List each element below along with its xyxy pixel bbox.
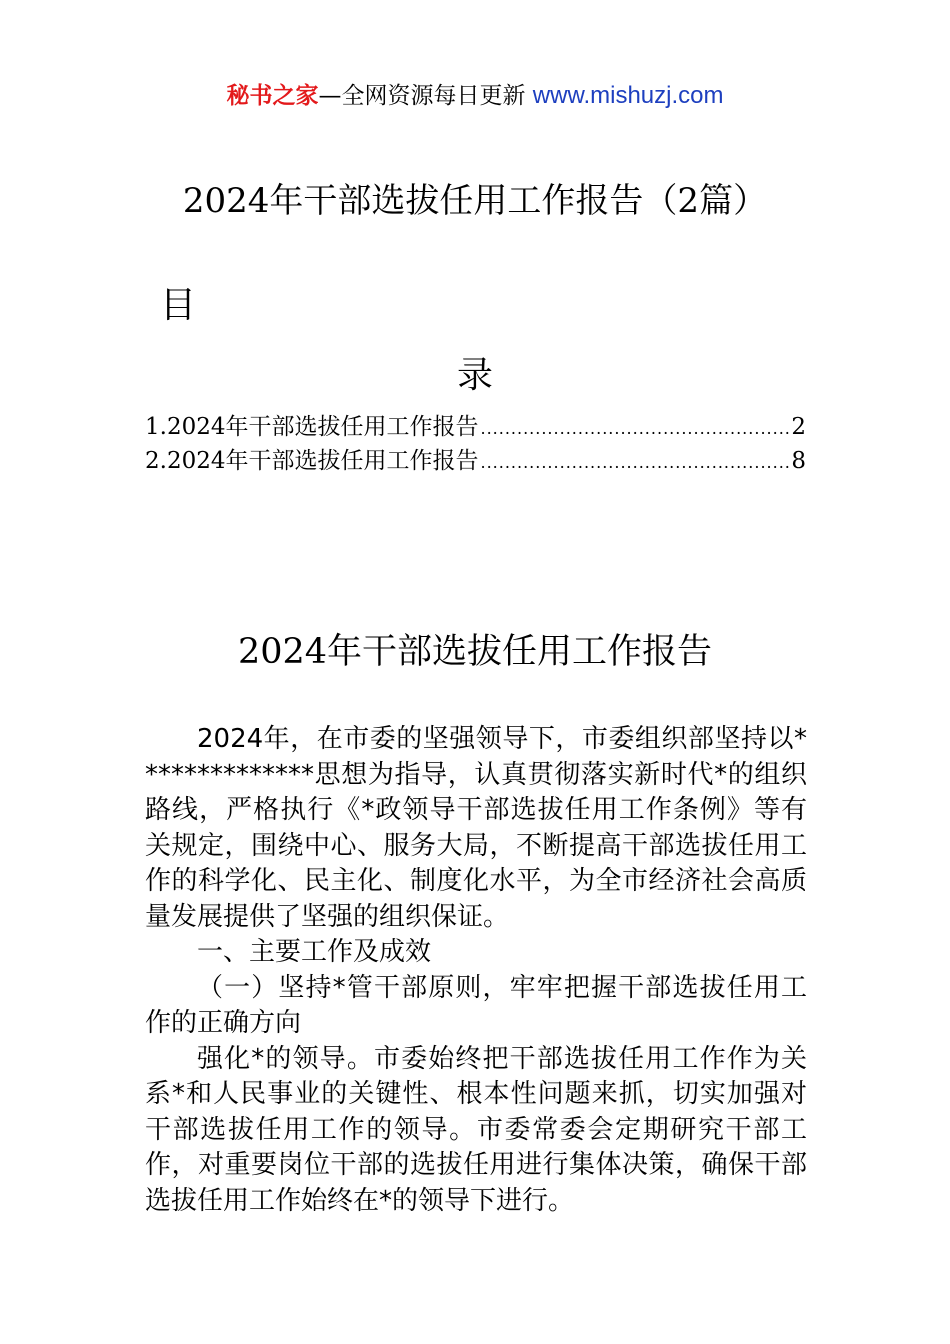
- toc-entry-page: 2: [791, 414, 806, 440]
- toc-entry-label: 1.2024年干部选拔任用工作报告: [145, 414, 479, 440]
- banner-tagline: —全网资源每日更新: [318, 83, 533, 109]
- document-title: 2024年干部选拔任用工作报告（2篇）: [182, 181, 768, 221]
- banner-url-link[interactable]: www.mishuzj.com: [532, 82, 724, 109]
- subsection-heading: （一）坚持*管干部原则，牢牢把握干部选拔任用工作的正确方向: [145, 972, 807, 1038]
- toc-dot-leader: [480, 446, 789, 480]
- body-paragraph: 强化*的领导。市委始终把干部选拔任用工作作为关系*和人民事业的关键性、根本性问题来抓，切实加强对干部选拔任用工作的领导。市委常委会定期研究干部工作，对重要岗位干部的选拔任用进行集体决策，确保干部选拔任用工作始终在*的领导下进行。: [145, 1043, 807, 1216]
- site-banner: [0, 80, 950, 112]
- table-of-contents: [145, 410, 806, 478]
- toc-heading-part2: 录: [456, 355, 493, 396]
- report-title: 2024年干部选拔任用工作报告: [237, 632, 713, 672]
- section-heading: 一、主要工作及成效: [197, 937, 432, 967]
- intro-paragraph: 2024年，在市委的坚强领导下，市委组织部坚持以**************思想为指导，认真贯彻落实新时代*的组织路线，严格执行《*政领导干部选拔任用工作条例》等有关规定，围绕中心、服务大局，不断提高干部选拔任用工作的科学化、民主化、制度化水平，为全市经济社会高质量发展提供了坚强的组织保证。: [145, 724, 807, 932]
- report-body: [145, 722, 807, 1219]
- toc-entry[interactable]: [145, 410, 806, 444]
- toc-entry-page: 8: [791, 448, 806, 474]
- banner-brand: 秘书之家: [226, 83, 319, 109]
- toc-entry[interactable]: [145, 444, 806, 478]
- toc-heading-part1: 目: [160, 285, 197, 326]
- toc-entry-label: 2.2024年干部选拔任用工作报告: [145, 448, 479, 474]
- toc-dot-leader: [480, 412, 789, 446]
